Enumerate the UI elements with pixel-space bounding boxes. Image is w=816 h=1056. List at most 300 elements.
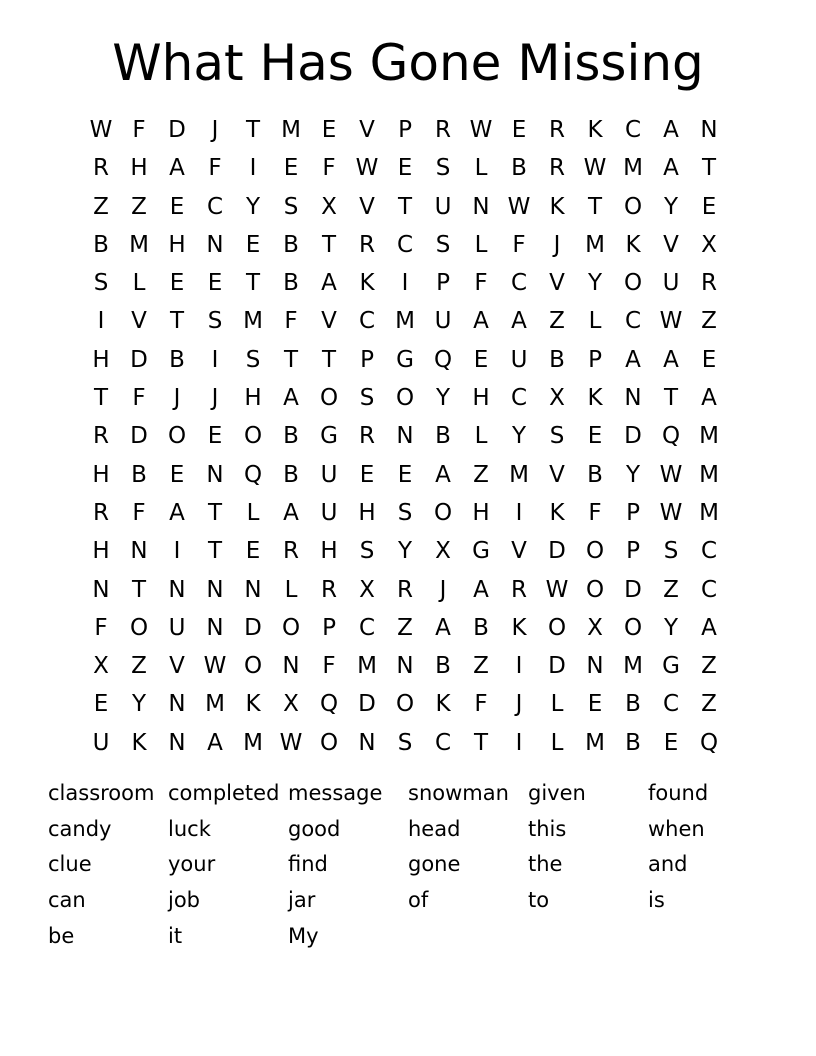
grid-letter: E: [245, 231, 261, 258]
grid-letter: V: [663, 231, 679, 258]
grid-letter: U: [92, 729, 110, 756]
grid-letter: N: [168, 691, 186, 718]
grid-letter: S: [397, 499, 413, 526]
grid-letter: M: [699, 499, 719, 526]
grid-letter: R: [93, 423, 109, 450]
grid-letter: F: [208, 155, 222, 182]
grid-letter: S: [359, 385, 375, 412]
grid-letter: M: [205, 691, 225, 718]
grid-letter: W: [203, 653, 227, 680]
grid-letter: J: [439, 576, 447, 603]
grid-letter: R: [701, 270, 717, 297]
grid-letter: Z: [473, 461, 489, 488]
grid-letter: W: [469, 117, 493, 143]
grid-letter: C: [434, 729, 452, 756]
grid-letter: E: [207, 270, 223, 297]
grid-letter: T: [169, 308, 185, 335]
grid-letter: Z: [93, 193, 109, 220]
grid-letter: D: [130, 346, 148, 373]
grid-letter: B: [511, 155, 527, 182]
grid-letter: U: [168, 614, 186, 641]
grid-letter: X: [93, 653, 109, 680]
grid-letter: Q: [243, 461, 263, 488]
grid-letter: Z: [701, 308, 717, 335]
grid-letter: N: [92, 576, 110, 603]
word-list-item: is: [648, 888, 665, 913]
word-list-item: the: [528, 852, 563, 877]
word-list-item: gone: [408, 852, 461, 877]
grid-letter: G: [396, 346, 414, 373]
grid-letter: Z: [701, 653, 717, 680]
grid-letter: D: [358, 691, 376, 718]
word-list-item: message: [288, 781, 383, 805]
word-list-item: luck: [168, 816, 211, 841]
grid-letter: E: [245, 538, 261, 565]
grid-letter: N: [586, 653, 604, 680]
grid-letter: R: [549, 155, 565, 182]
grid-letter: F: [132, 117, 146, 143]
grid-letter: T: [207, 538, 223, 565]
grid-letter: B: [587, 461, 603, 488]
grid-letter: E: [397, 461, 413, 488]
grid-letter: B: [283, 423, 299, 450]
word-list-item: found: [648, 781, 709, 805]
grid-letter: M: [623, 653, 643, 680]
grid-letter: A: [663, 155, 679, 182]
grid-letter: B: [549, 346, 565, 373]
grid-letter: E: [283, 155, 299, 182]
grid-letter: V: [321, 308, 337, 335]
grid-letter: A: [283, 385, 299, 412]
grid-letter: B: [625, 729, 641, 756]
grid-letter: R: [321, 576, 337, 603]
grid-letter: M: [395, 308, 415, 335]
page-title: What Has Gone Missing: [112, 34, 704, 92]
grid-letter: A: [701, 385, 717, 412]
grid-row: [82, 302, 766, 340]
grid-letter: G: [472, 538, 490, 565]
grid-letter: Q: [319, 691, 339, 718]
grid-letter: A: [473, 576, 489, 603]
grid-letter: C: [396, 231, 414, 258]
grid-letter: U: [510, 346, 528, 373]
grid-letter: N: [624, 385, 642, 412]
grid-letter: A: [283, 499, 299, 526]
word-list-item: good: [288, 816, 341, 841]
grid-letter: A: [435, 461, 451, 488]
word-list-item: completed: [168, 781, 280, 805]
grid-letter: S: [397, 729, 413, 756]
grid-letter: W: [659, 461, 683, 488]
grid-letter: T: [245, 270, 261, 297]
grid-letter: U: [434, 193, 452, 220]
grid-letter: P: [626, 499, 640, 526]
grid-letter: R: [93, 155, 109, 182]
grid-letter: K: [435, 691, 451, 718]
grid-letter: O: [433, 499, 453, 526]
grid-letter: O: [319, 385, 339, 412]
grid-letter: R: [549, 117, 565, 143]
grid-letter: R: [435, 117, 451, 143]
grid-letter: I: [173, 538, 181, 565]
grid-letter: K: [359, 270, 375, 297]
grid-letter: B: [283, 231, 299, 258]
word-list-item: find: [288, 852, 328, 877]
grid-letter: P: [360, 346, 374, 373]
grid-letter: E: [169, 461, 185, 488]
grid-letter: R: [359, 231, 375, 258]
word-list-item: your: [168, 852, 216, 877]
grid-letter: X: [283, 691, 299, 718]
grid-letter: A: [169, 155, 185, 182]
grid-row: [82, 456, 766, 494]
grid-letter: I: [211, 346, 219, 373]
grid-letter: M: [243, 729, 263, 756]
grid-letter: H: [92, 538, 110, 565]
grid-letter: F: [474, 691, 488, 718]
grid-letter: N: [168, 729, 186, 756]
grid-letter: R: [511, 576, 527, 603]
grid-letter: N: [244, 576, 262, 603]
word-list-item: head: [408, 816, 461, 841]
grid-letter: T: [245, 117, 261, 143]
grid-letter: Y: [511, 423, 527, 450]
grid-letter: N: [206, 614, 224, 641]
grid-letter: N: [396, 423, 414, 450]
grid-letter: Q: [433, 346, 453, 373]
grid-letter: D: [624, 576, 642, 603]
grid-letter: S: [435, 155, 451, 182]
word-list-item: this: [528, 816, 567, 841]
grid-letter: B: [283, 270, 299, 297]
grid-letter: E: [663, 729, 679, 756]
grid-letter: P: [626, 538, 640, 565]
grid-letter: C: [700, 538, 718, 565]
grid-letter: N: [206, 231, 224, 258]
grid-letter: Y: [625, 461, 641, 488]
grid-letter: Z: [663, 576, 679, 603]
grid-letter: H: [130, 155, 148, 182]
grid-letter: W: [279, 729, 303, 756]
grid-letter: C: [358, 614, 376, 641]
grid-letter: L: [474, 231, 488, 258]
grid-letter: Y: [435, 385, 451, 412]
grid-letter: O: [243, 423, 263, 450]
grid-letter: T: [93, 385, 109, 412]
grid-letter: M: [699, 461, 719, 488]
grid-letter: N: [396, 653, 414, 680]
grid-letter: N: [358, 729, 376, 756]
grid-letter: C: [358, 308, 376, 335]
grid-letter: K: [587, 117, 603, 143]
grid-letter: H: [358, 499, 376, 526]
grid-letter: B: [435, 423, 451, 450]
grid-letter: E: [169, 193, 185, 220]
grid-letter: O: [623, 614, 643, 641]
grid-letter: S: [359, 538, 375, 565]
grid-letter: F: [512, 231, 526, 258]
grid-row: [82, 571, 766, 609]
grid-letter: M: [129, 231, 149, 258]
word-list-item: jar: [288, 888, 316, 913]
grid-letter: F: [474, 270, 488, 297]
word-list: [48, 776, 768, 955]
grid-row: [82, 417, 766, 455]
grid-letter: E: [359, 461, 375, 488]
grid-letter: D: [130, 423, 148, 450]
grid-letter: Z: [549, 308, 565, 335]
grid-letter: N: [206, 576, 224, 603]
grid-letter: T: [397, 193, 413, 220]
grid-letter: H: [472, 499, 490, 526]
grid-letter: T: [131, 576, 147, 603]
grid-letter: F: [284, 308, 298, 335]
grid-row: [82, 494, 766, 532]
grid-row: [82, 379, 766, 417]
grid-letter: E: [93, 691, 109, 718]
grid-letter: Q: [661, 423, 681, 450]
grid-letter: W: [545, 576, 569, 603]
grid-letter: O: [129, 614, 149, 641]
grid-letter: V: [131, 308, 147, 335]
grid-letter: A: [663, 117, 679, 143]
grid-letter: J: [173, 385, 181, 412]
grid-letter: A: [169, 499, 185, 526]
grid-letter: O: [395, 691, 415, 718]
grid-letter: K: [511, 614, 527, 641]
grid-letter: I: [97, 308, 105, 335]
grid-letter: J: [211, 117, 219, 143]
grid-letter: S: [207, 308, 223, 335]
grid-letter: N: [206, 461, 224, 488]
grid-letter: P: [322, 614, 336, 641]
letter-grid: [82, 111, 766, 762]
grid-letter: X: [587, 614, 603, 641]
grid-letter: F: [94, 614, 108, 641]
grid-letter: A: [701, 614, 717, 641]
grid-letter: T: [473, 729, 489, 756]
grid-letter: N: [472, 193, 490, 220]
word-list-item: be: [48, 923, 75, 948]
grid-letter: S: [283, 193, 299, 220]
word-list-item: job: [168, 888, 201, 913]
grid-letter: D: [624, 423, 642, 450]
word-list-item: it: [168, 923, 183, 948]
grid-row: [82, 532, 766, 570]
grid-letter: W: [507, 193, 531, 220]
grid-letter: Y: [587, 270, 603, 297]
grid-letter: Y: [663, 193, 679, 220]
grid-letter: T: [321, 346, 337, 373]
grid-letter: B: [93, 231, 109, 258]
grid-letter: L: [550, 729, 564, 756]
grid-letter: K: [245, 691, 261, 718]
grid-row: [82, 226, 766, 264]
grid-letter: O: [319, 729, 339, 756]
grid-letter: R: [283, 538, 299, 565]
grid-letter: N: [700, 117, 718, 143]
grid-letter: F: [588, 499, 602, 526]
grid-letter: V: [511, 538, 527, 565]
grid-letter: Z: [131, 653, 147, 680]
grid-letter: V: [359, 193, 375, 220]
grid-letter: U: [434, 308, 452, 335]
grid-letter: L: [588, 308, 602, 335]
word-list-item: of: [408, 888, 429, 913]
grid-letter: D: [168, 117, 186, 143]
grid-letter: W: [355, 155, 379, 182]
grid-letter: A: [207, 729, 223, 756]
grid-letter: J: [211, 385, 219, 412]
grid-letter: E: [169, 270, 185, 297]
grid-letter: M: [623, 155, 643, 182]
grid-letter: T: [207, 499, 223, 526]
grid-letter: U: [320, 499, 338, 526]
grid-letter: B: [283, 461, 299, 488]
grid-letter: J: [553, 231, 561, 258]
grid-letter: O: [167, 423, 187, 450]
grid-letter: T: [283, 346, 299, 373]
grid-letter: H: [168, 231, 186, 258]
grid-row: [82, 609, 766, 647]
grid-letter: C: [700, 576, 718, 603]
grid-letter: I: [401, 270, 409, 297]
grid-row: [82, 647, 766, 685]
grid-letter: Z: [701, 691, 717, 718]
grid-letter: E: [473, 346, 489, 373]
grid-letter: U: [662, 270, 680, 297]
grid-letter: K: [587, 385, 603, 412]
grid-letter: B: [131, 461, 147, 488]
word-list-item: snowman: [408, 781, 509, 805]
grid-letter: C: [624, 308, 642, 335]
word-list-item: and: [648, 852, 688, 877]
grid-letter: S: [93, 270, 109, 297]
word-list-item: clue: [48, 852, 92, 877]
grid-letter: M: [585, 231, 605, 258]
grid-letter: H: [244, 385, 262, 412]
grid-letter: X: [321, 193, 337, 220]
grid-letter: D: [548, 653, 566, 680]
grid-row: [82, 685, 766, 723]
grid-letter: T: [663, 385, 679, 412]
grid-letter: A: [511, 308, 527, 335]
grid-letter: F: [322, 653, 336, 680]
grid-letter: H: [92, 346, 110, 373]
grid-letter: N: [130, 538, 148, 565]
word-list-item: My: [288, 923, 319, 948]
grid-letter: S: [549, 423, 565, 450]
grid-letter: L: [284, 576, 298, 603]
grid-letter: E: [207, 423, 223, 450]
grid-letter: Y: [131, 691, 147, 718]
grid-letter: S: [435, 231, 451, 258]
grid-letter: X: [435, 538, 451, 565]
grid-letter: L: [550, 691, 564, 718]
grid-letter: Y: [397, 538, 413, 565]
grid-letter: Y: [245, 193, 261, 220]
grid-letter: A: [435, 614, 451, 641]
grid-letter: C: [510, 270, 528, 297]
grid-letter: E: [587, 423, 603, 450]
grid-letter: O: [585, 576, 605, 603]
grid-letter: K: [549, 499, 565, 526]
grid-row: [82, 188, 766, 226]
grid-letter: C: [624, 117, 642, 143]
grid-row: [82, 111, 766, 149]
grid-letter: M: [509, 461, 529, 488]
grid-letter: R: [93, 499, 109, 526]
grid-letter: L: [132, 270, 146, 297]
grid-letter: D: [548, 538, 566, 565]
grid-letter: Z: [131, 193, 147, 220]
grid-letter: D: [244, 614, 262, 641]
grid-letter: W: [659, 308, 683, 335]
grid-letter: K: [131, 729, 147, 756]
grid-letter: B: [435, 653, 451, 680]
grid-row: [82, 149, 766, 187]
grid-letter: W: [659, 499, 683, 526]
grid-letter: O: [395, 385, 415, 412]
grid-letter: A: [473, 308, 489, 335]
grid-letter: X: [701, 231, 717, 258]
grid-letter: X: [359, 576, 375, 603]
grid-letter: P: [588, 346, 602, 373]
grid-letter: F: [322, 155, 336, 182]
grid-letter: S: [663, 538, 679, 565]
grid-letter: M: [243, 308, 263, 335]
grid-letter: J: [515, 691, 523, 718]
grid-letter: R: [397, 576, 413, 603]
grid-letter: K: [625, 231, 641, 258]
grid-letter: V: [549, 270, 565, 297]
grid-letter: O: [623, 193, 643, 220]
grid-letter: M: [281, 117, 301, 143]
grid-letter: C: [206, 193, 224, 220]
word-list-item: given: [528, 781, 586, 805]
grid-letter: O: [585, 538, 605, 565]
grid-letter: O: [243, 653, 263, 680]
grid-letter: B: [473, 614, 489, 641]
grid-letter: Z: [473, 653, 489, 680]
grid-letter: L: [474, 423, 488, 450]
word-list-item: when: [648, 816, 705, 841]
grid-letter: O: [281, 614, 301, 641]
grid-letter: S: [245, 346, 261, 373]
grid-letter: Q: [699, 729, 719, 756]
grid-letter: Z: [397, 614, 413, 641]
grid-letter: L: [474, 155, 488, 182]
grid-letter: A: [625, 346, 641, 373]
grid-letter: V: [359, 117, 375, 143]
grid-letter: F: [132, 499, 146, 526]
grid-row: [82, 724, 766, 762]
grid-letter: T: [701, 155, 717, 182]
grid-letter: N: [282, 653, 300, 680]
grid-row: [82, 341, 766, 379]
grid-letter: X: [549, 385, 565, 412]
grid-letter: O: [547, 614, 567, 641]
word-list-item: classroom: [48, 781, 155, 805]
grid-letter: T: [321, 231, 337, 258]
grid-letter: N: [168, 576, 186, 603]
grid-letter: C: [662, 691, 680, 718]
grid-letter: E: [587, 691, 603, 718]
grid-letter: G: [320, 423, 338, 450]
grid-letter: A: [321, 270, 337, 297]
grid-letter: P: [436, 270, 450, 297]
grid-letter: H: [92, 461, 110, 488]
